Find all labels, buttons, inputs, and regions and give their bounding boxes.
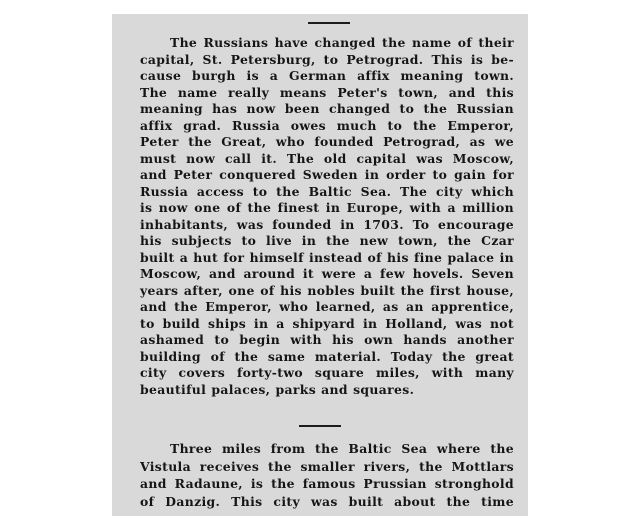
middle-divider-rule	[299, 425, 341, 427]
text-line: The Russians have changed the name of their	[170, 35, 514, 50]
text-line: Russia access to the Baltic Sea. The city which	[140, 183, 514, 199]
text-line: affix grad. Russia owes much to the Emperor,	[140, 117, 514, 133]
text-line: to build ships in a shipyard in Holland, was not	[140, 315, 514, 331]
article-paragraph-danzig	[140, 440, 514, 510]
text-line: building of the same material. Today the great	[140, 348, 514, 364]
text-line: of Danzig. This city was built about the time	[140, 493, 514, 509]
text-line: cause burgh is a German affix meaning town.	[140, 68, 514, 83]
text-line: Vistula receives the smaller rivers, the Mottlars	[140, 458, 514, 474]
text-line: Peter the Great, who founded Petrograd, as we	[140, 134, 514, 149]
text-line: must now call it. The old capital was Moscow,	[140, 150, 514, 166]
text-line: city covers forty-two square miles, with many	[140, 365, 514, 380]
top-divider-rule	[308, 22, 350, 24]
text-line: Three miles from the Baltic Sea where the	[170, 441, 514, 456]
text-line: capital, St. Petersburg, to Petrograd. This is be-	[140, 51, 514, 67]
text-line: inhabitants, was founded in 1703. To encourage	[140, 216, 514, 232]
text-line: years after, one of his nobles built the first house,	[140, 282, 514, 298]
text-line: meaning has now been changed to the Russian	[140, 101, 514, 116]
text-line: is now one of the finest in Europe, with a million	[140, 200, 514, 215]
text-line: built a hut for himself instead of his fine palace in	[140, 249, 514, 265]
text-line: The name really means Peter's town, and this	[140, 84, 514, 100]
text-line: ashamed to begin with his own hands another	[140, 332, 514, 347]
text-line: Moscow, and around it were a few hovels. Seven	[140, 266, 514, 281]
text-line: and Radaune, is the famous Prussian stronghold	[140, 476, 514, 491]
article-paragraph-petrograd	[140, 35, 514, 398]
newspaper-clipping	[112, 14, 528, 516]
text-line: his subjects to live in the new town, the Czar	[140, 233, 514, 248]
text-line: and Peter conquered Sweden in order to gain for	[140, 167, 514, 182]
text-line: and the Emperor, who learned, as an apprentice,	[140, 299, 514, 314]
text-line: beautiful palaces, parks and squares.	[140, 381, 415, 397]
